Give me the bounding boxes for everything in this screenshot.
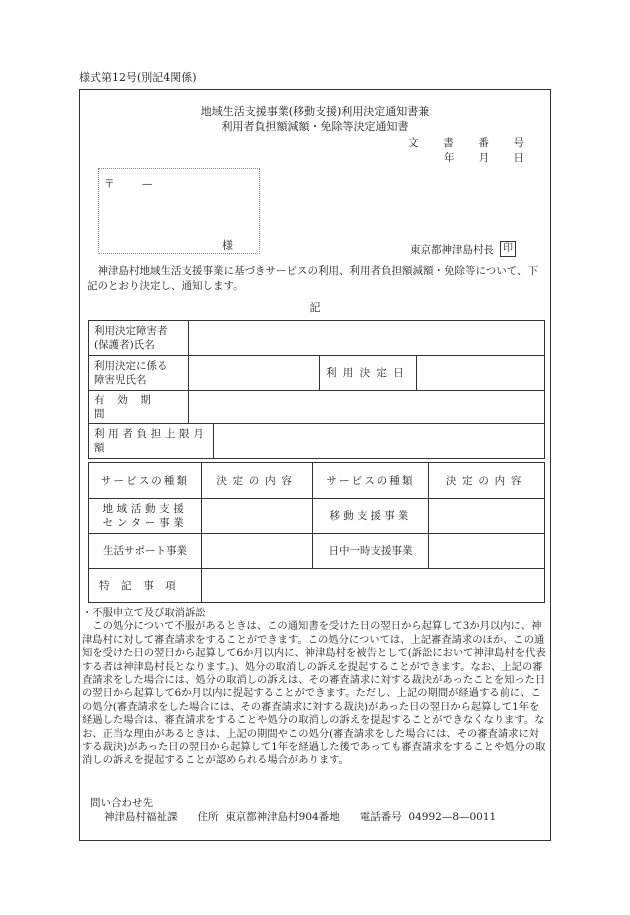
inquiry-phone: 電話番号 04992—8—0011 [359,811,497,823]
doc-number-char: 書 [443,137,454,149]
notice-heading: ・不服申立て及び取消訴訟 [82,607,206,619]
limit-label: 利用者負担上限月額 [89,424,214,459]
table-row [89,534,545,569]
appeal-notice [82,607,548,768]
service-life-support: 生活サポート事業 [89,534,202,569]
title-line-1: 地域生活支援事業(移動支援)利用決定通知書兼 [200,105,430,118]
limit-value[interactable] [214,424,545,459]
table-row [89,391,545,424]
table-row [89,321,545,356]
inquiry-heading: 問い合わせ先 [90,797,153,809]
validity-value[interactable] [189,391,545,424]
decision-value[interactable] [202,534,313,569]
title-line-2: 利用者負担額減額・免除等決定通知書 [221,120,409,133]
decision-table [88,320,545,459]
table-row [89,424,545,459]
doc-number-date [408,136,524,166]
service-community-center: 地域活動支援 センター事業 [89,499,202,534]
date-char: 月 [478,152,490,164]
col-service-type: サービスの種類 [89,463,202,499]
ki-heading: 記 [309,301,321,314]
doc-number-char: 文 [408,137,419,149]
service-table [88,462,545,603]
child-value[interactable] [189,356,320,391]
child-label: 利用決定に係る 障害児氏名 [89,356,189,391]
date-char: 年 [444,152,455,164]
service-daytime: 日中一時支援事業 [313,534,429,569]
remarks-value[interactable] [202,569,545,603]
seal-mark: 印 [500,241,516,257]
col-decision-content: 決定の内容 [202,463,313,499]
notice-body: この処分について不服があるときは、この通知書を受けた日の翌日から起算して3か月以内に、神津島村に対して審査請求をすることができます。この処分については、上記審査請求のほか、この通知を受けた日の翌日から起算して6か月以内に、神津島村を被告として(訴訟において神津島村を代表する者は神津島村長となります。)、処分の取消しの訴えを提起することができます。なお、上記の審査請求をした場合には、処分の取消しの訴えは、その審査請求に対する裁決があったことを知った日の翌日から起算して6か月以内に提起することができます。ただし、上記の期間が経過する前に、この処分(審査請求をした場合には、その審査請求に対する裁決)があった日の翌日から起算して1年を経過した場合は、審査請求をすることや処分の取消しの訴えを提起することができなくなります。なお、正当な理由があるときは、上記の期間やこの処分(審査請求をした場合には、その審査請求に対する裁決)があった日の翌日から起算して1年を経過した後であっても審査請求をすることや処分の取消しの訴えを提起することが認められる場合があります。 [82,620,546,767]
doc-number-row [408,136,524,151]
decision-date-value[interactable] [417,356,545,391]
sender [410,241,516,257]
decision-date-label: 利用決定日 [320,356,417,391]
recipient-value[interactable] [189,321,545,356]
intro-text: 神津島村地域生活支援事業に基づきサービスの利用、利用者負担額減額・免除等について、下記のとおり決定し、通知します。 [87,265,539,292]
table-row [89,569,545,603]
table-row [89,499,545,534]
inquiry-office: 神津島村福祉課 [104,811,178,823]
doc-number-char: 番 [478,137,489,149]
table-row [89,463,545,499]
form-id: 様式第12号(別記4関係) [79,71,197,84]
validity-label: 有効期間 [89,391,189,424]
inquiry-address: 住所 東京都神津島村904番地 [197,811,340,823]
inquiry-info [104,809,496,824]
sender-name: 東京都神津島村長 [410,243,494,256]
postal-mark: 〒 [104,178,115,190]
date-char: 日 [513,152,524,164]
col-decision-content: 決定の内容 [429,463,545,499]
col-service-type: サービスの種類 [313,463,429,499]
table-row [89,356,545,391]
postal-dash: — [141,178,153,190]
remarks-label: 特記事項 [89,569,202,603]
postal-code [104,176,152,191]
date-row [444,151,524,166]
service-mobility: 移動支援事業 [313,499,429,534]
recipient-label: 利用決定障害者 (保護者)氏名 [89,321,189,356]
decision-value[interactable] [429,534,545,569]
doc-number-char: 号 [513,137,524,149]
decision-value[interactable] [429,499,545,534]
honorific: 様 [222,239,233,252]
decision-value[interactable] [202,499,313,534]
